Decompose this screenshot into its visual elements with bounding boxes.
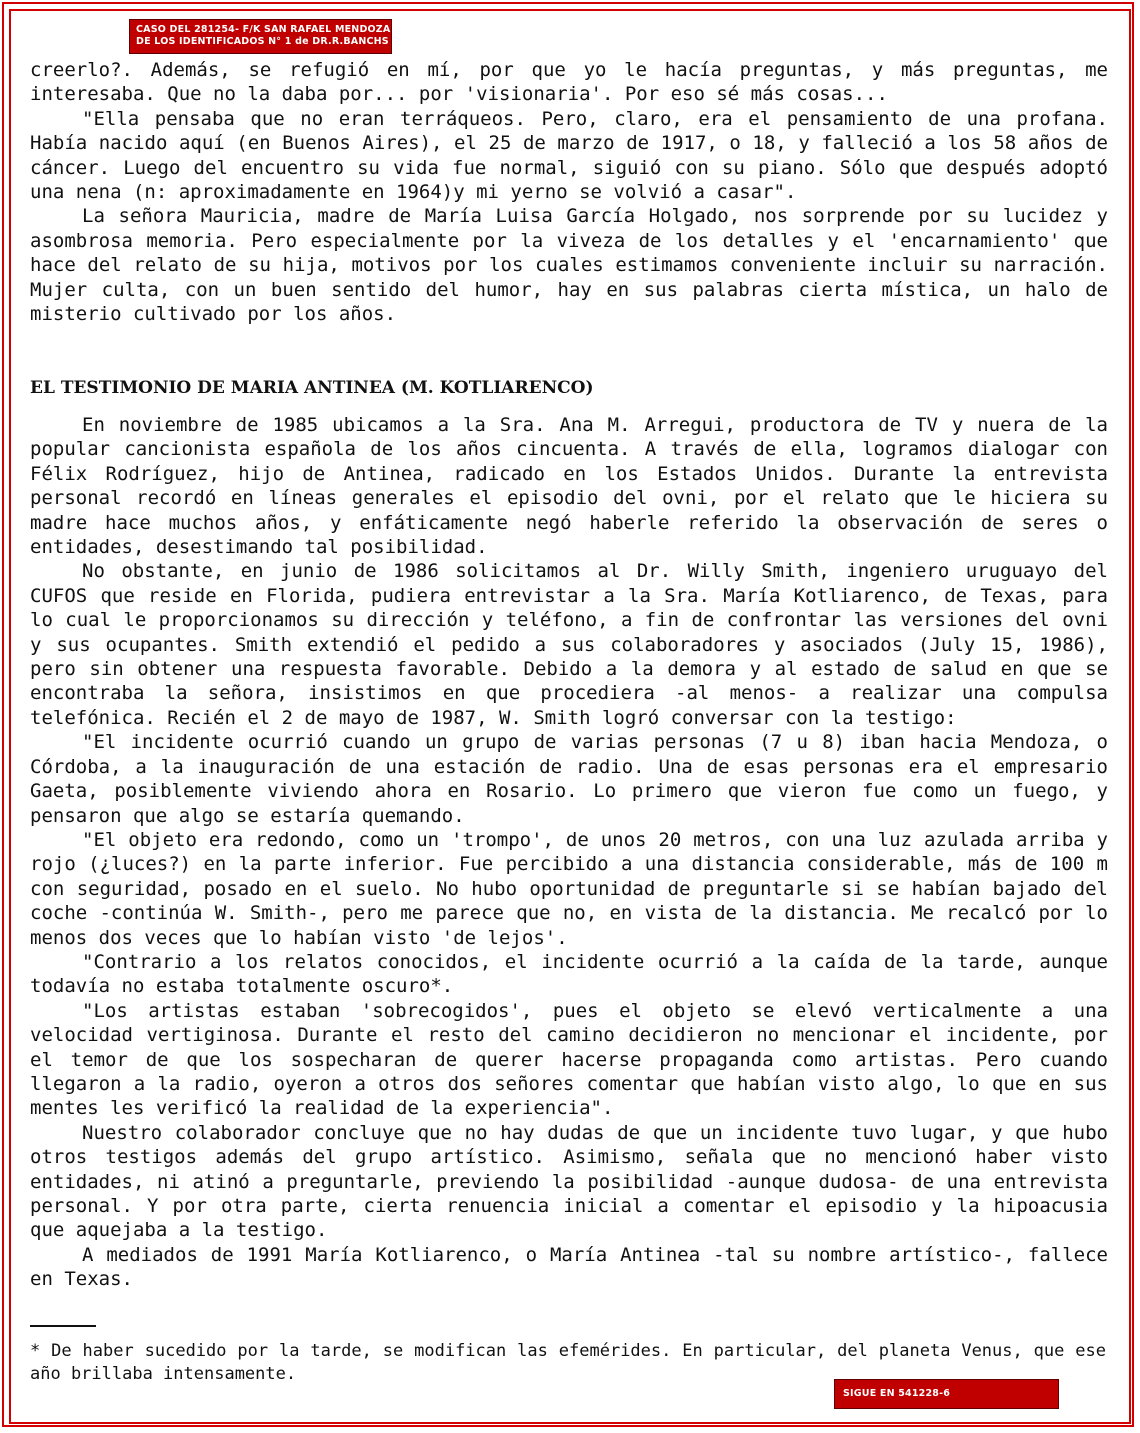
paragraph: "Ella pensaba que no eran terráqueos. Pero, claro, era el pensamiento de una profana. Había nacido aquí (en Buenos Aires), el 25 de marzo de 1917, o 18, y falleció a los 58 años de cáncer. Luego del encuentro su vida fue normal, siguió con su piano. Sólo que después adoptó una nena (n: aproximadamente en 1964)y mi yerno se volvió a casar". [30,107,1108,204]
footnote-rule [30,1325,96,1327]
section-heading: EL TESTIMONIO DE MARIA ANTINEA (M. KOTLIARENCO) [30,378,594,398]
paragraph: "El incidente ocurrió cuando un grupo de varias personas (7 u 8) iban hacia Mendoza, o Córdoba, a la inauguración de una estación de radio. Una de esas personas era el empresario Gaeta, posiblemente viviendo ahora en Rosario. Lo primero que vieron fue como un fuego, y pensaron que algo se estaría quemando. [30,731,1108,827]
paragraph: "Contrario a los relatos conocidos, el incidente ocurrió a la caída de la tarde, aunque todavía no estaba totalmente oscuro*. [30,950,1108,998]
paragraph: Nuestro colaborador concluye que no hay dudas de que un incidente tuvo lugar, y que hubo otros testigos además del grupo artístico. Asimismo, señala que no mencionó haber visto entidades, ni atinó a preguntarle, previendo la posibilidad -aunque dudosa- de una entrevista personal. Y por otra parte, cierta renuencia inicial a comentar el episodio y la hipoacusia que aquejaba a la testigo. [30,1121,1108,1242]
case-stamp-line-2: DE LOS IDENTIFICADOS N° 1 de DR.R.BANCHS [136,36,389,47]
continuation-stamp-text: SIGUE EN 541228-6 [843,1388,951,1399]
paragraph: En noviembre de 1985 ubicamos a la Sra. Ana M. Arregui, productora de TV y nuera de la popular cancionista española de los años cincuenta. A través de ella, logramos dialogar con Félix Rodríguez, hijo de Antinea, radicado en los Estados Unidos. Durante la entrevista personal recordó en líneas generales el episodio del ovni, por el relato que le hiciera su madre hace muchos años, y enfáticamente negó haberle referido la observación de seres o entidades, desestimando tal posibilidad. [30,414,1108,559]
paragraph: creerlo?. Además, se refugió en mí, por que yo le hacía preguntas, y más preguntas, me interesaba. Que no la daba por... por 'visionaria'. Por eso sé más cosas... [30,59,1108,106]
case-stamp-line-1: CASO DEL 281254- F/K SAN RAFAEL MENDOZA [136,24,391,35]
paragraph: La señora Mauricia, madre de María Luisa García Holgado, nos sorprende por su lucidez y asombrosa memoria. Pero especialmente por la viveza de los detalles y el 'encarnamiento' que hace del relato de su hija, motivos por los cuales estimamos conveniente incluir su narración. Mujer culta, con un buen sentido del humor, hay en sus palabras cierta mística, un halo de misterio cultivado por los años. [30,205,1108,326]
paragraph: No obstante, en junio de 1986 solicitamos al Dr. Willy Smith, ingeniero uruguayo del CUFOS que reside en Florida, pudiera entrevistar a la Sra. María Kotliarenco, de Texas, para lo cual le proporcionamos su dirección y teléfono, a fin de confrontar las versiones del ovni y sus ocupantes. Smith extendió el pedido a sus colaboradores y asociados (July 15, 1986), pero sin obtener una respuesta favorable. Debido a la demora y al estado de salud en que se encontraba la señora, insistimos en que procediera -al menos- a realizar una compulsa telefónica. Recién el 2 de mayo de 1987, W. Smith logró conversar con la testigo: [30,560,1108,729]
case-stamp [129,19,392,54]
paragraph: "El objeto era redondo, como un 'trompo', de unos 20 metros, con una luz azulada arriba y rojo (¿luces?) en la parte inferior. Fue percibido a una distancia considerable, más de 100 m con seguridad, posado en el suelo. No hubo oportunidad de preguntarle si se habían bajado del coche -continúa W. Smith-, pero me parece que no, en vista de la distancia. Me recalcó por lo menos dos veces que lo habían visto 'de lejos'. [30,828,1108,949]
section-2-text [30,413,1108,1292]
section-1-text [30,58,1108,326]
footnote: * De haber sucedido por la tarde, se modifican las efemérides. En particular, del planeta Venus, que ese año brillaba intensamente. [30,1341,1106,1384]
paragraph: "Los artistas estaban 'sobrecogidos', pues el objeto se elevó verticalmente a una velocidad vertiginosa. Durante el resto del camino decidieron no mencionar el incidente, por el temor de que los sospecharan de querer hacerse propaganda como artistas. Pero cuando llegaron a la radio, oyeron a otros dos señores comentar que habían visto algo, lo que en sus mentes les verificó la realidad de la experiencia". [30,999,1108,1120]
continuation-stamp [834,1379,1059,1409]
paragraph: A mediados de 1991 María Kotliarenco, o María Antinea -tal su nombre artístico-, fallece en Texas. [30,1243,1108,1291]
